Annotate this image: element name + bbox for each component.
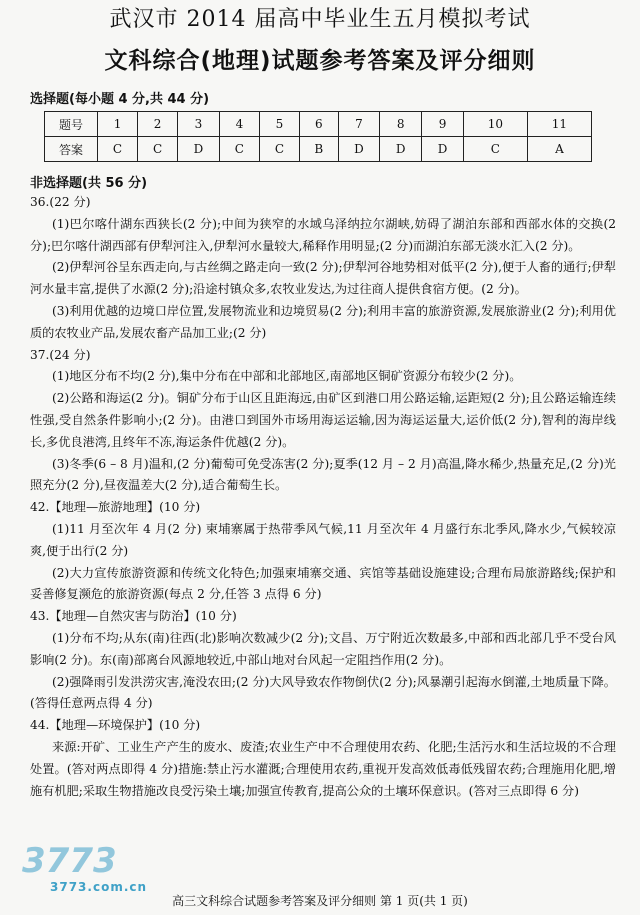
question-number: 5 [259,112,299,137]
answer-row [45,137,592,162]
q37-part-3: (3)冬季(6 – 8 月)温和,(2 分)葡萄可免受冻害(2 分);夏季(12 月 – 2 月)高温,降水稀少,热量充足,(2 分)光照充分(2 分),昼夜温差大(2 分),适合葡萄生长。 [30,456,616,493]
watermark-url: 3773.com.cn [50,880,148,894]
q36-part-1: (1)巴尔喀什湖东西狭长(2 分);中间为狭窄的水域乌泽纳拉尔湖峡,妨碍了湖泊东部和西部水体的交换(2 分);巴尔喀什湖西部有伊犁河注入,伊犁河水量较大,稀释作用明显;(2 分)而湖泊东部无淡水汇入(2 分)。 [30,216,616,253]
answer-cell: D [338,137,380,162]
svg-text:3773: 3773 [22,841,117,881]
question-number: 10 [463,112,527,137]
answer-cell: C [98,137,138,162]
answer-cell: A [527,137,591,162]
question-number: 9 [422,112,464,137]
question-number: 11 [527,112,591,137]
question-number: 2 [138,112,178,137]
question-36-heading: 36.(22 分) [30,195,91,209]
question-37-heading: 37.(24 分) [30,347,91,362]
answer-cell: C [259,137,299,162]
q43-part-2: (2)强降雨引发洪涝灾害,淹没农田;(2 分)大风导致农作物倒伏(2 分);风暴潮引起海水倒灌,土地质量下降。(答得任意两点得 4 分) [30,674,616,711]
q37-part-1: (1)地区分布不均(2 分),集中分布在中部和北部地区,南部地区铜矿资源分布较少(2 分)。 [51,369,522,384]
answer-table [44,111,592,162]
row-label-number: 题号 [45,112,98,137]
question-number: 3 [178,112,220,137]
row-label-answer: 答案 [45,137,98,162]
q43-part-1: (1)分布不均;从东(南)往西(北)影响次数减少(2 分);文昌、万宁附近次数最多,中部和西北部几乎不受台风影响(2 分)。东(南)部离台风源地较近,中部山地对台风起一定阻挡作用(2 分)。 [30,630,616,667]
answer-cell: D [380,137,422,162]
q37-part-2: (2)公路和海运(2 分)。铜矿分布于山区且距海远,由矿区到港口用公路运输,运距短(2 分);且公路运输连续性强,受自然条件影响小;(2 分)。由港口到国外市场用海运运输,因为海运运量大,运价低(2 分),智利的海岸线长,多优良港湾,且终年不冻,海运条件优越(2 分)。 [30,391,616,449]
question-number: 7 [338,112,380,137]
question-44-heading: 44.【地理—环境保护】(10 分) [30,718,201,733]
answer-body [30,192,616,802]
q36-part-3: (3)利用优越的边境口岸位置,发展物流业和边境贸易(2 分);利用丰富的旅游资源,发展旅游业(2 分);利用优质的农牧业产品,发展农畜产品加工业;(2 分) [30,303,616,340]
question-number-row [45,112,592,137]
page-footer: 高三文科综合试题参考答案及评分细则 第 1 页(共 1 页) [172,894,468,908]
q42-part-2: (2)大力宣传旅游资源和传统文化特色;加强柬埔寨交通、宾馆等基础设施建设;合理布局旅游路线;保护和妥善修复濒危的旅游资源(每点 2 分,任答 3 点得 6 分) [30,565,616,602]
document-title: 文科综合(地理)试题参考答案及评分细则 [104,48,536,74]
question-number: 4 [219,112,259,137]
question-42-heading: 42.【地理—旅游地理】(10 分) [30,500,201,515]
answer-cell: D [178,137,220,162]
question-number: 6 [299,112,338,137]
answer-cell: D [422,137,464,162]
non-mcq-heading: 非选择题(共 56 分) [30,176,148,191]
q44-part-1: 来源:开矿、工业生产产生的废水、废渣;农业生产中不合理使用农药、化肥;生活污水和生活垃圾的不合理处置。(答对两点即得 4 分)措施:禁止污水灌溉;合理使用农药,重视开发高效低毒低残留农药;合理施用化肥,增施有机肥;采取生物措施改良受污染土壤;加强宣传教育,提高公众的土壤环保意识。(答对三点即得 6 分) [30,739,616,798]
question-number: 8 [380,112,422,137]
mcq-heading: 选择题(每小题 4 分,共 44 分) [30,92,210,107]
answer-cell: C [138,137,178,162]
q36-part-2: (2)伊犁河谷呈东西走向,与古丝绸之路走向一致(2 分);伊犁河谷地势相对低平(2 分),便于人畜的通行;伊犁河水量丰富,提供了水源(2 分);沿途村镇众多,农牧业发达,为过往商人提供食宿方便。(2 分)。 [30,260,616,297]
question-number: 1 [98,112,138,137]
question-43-heading: 43.【地理—自然灾害与防治】(10 分) [30,609,237,624]
answer-cell: C [219,137,259,162]
q42-part-1: (1)11 月至次年 4 月(2 分) 柬埔寨属于热带季风气候,11 月至次年 4 月盛行东北季风,降水少,气候较凉爽,便于出行(2 分) [30,521,616,558]
answer-cell: B [299,137,338,162]
exam-title: 武汉市 2014 届高中毕业生五月模拟考试 [109,7,531,32]
answer-cell: C [463,137,527,162]
